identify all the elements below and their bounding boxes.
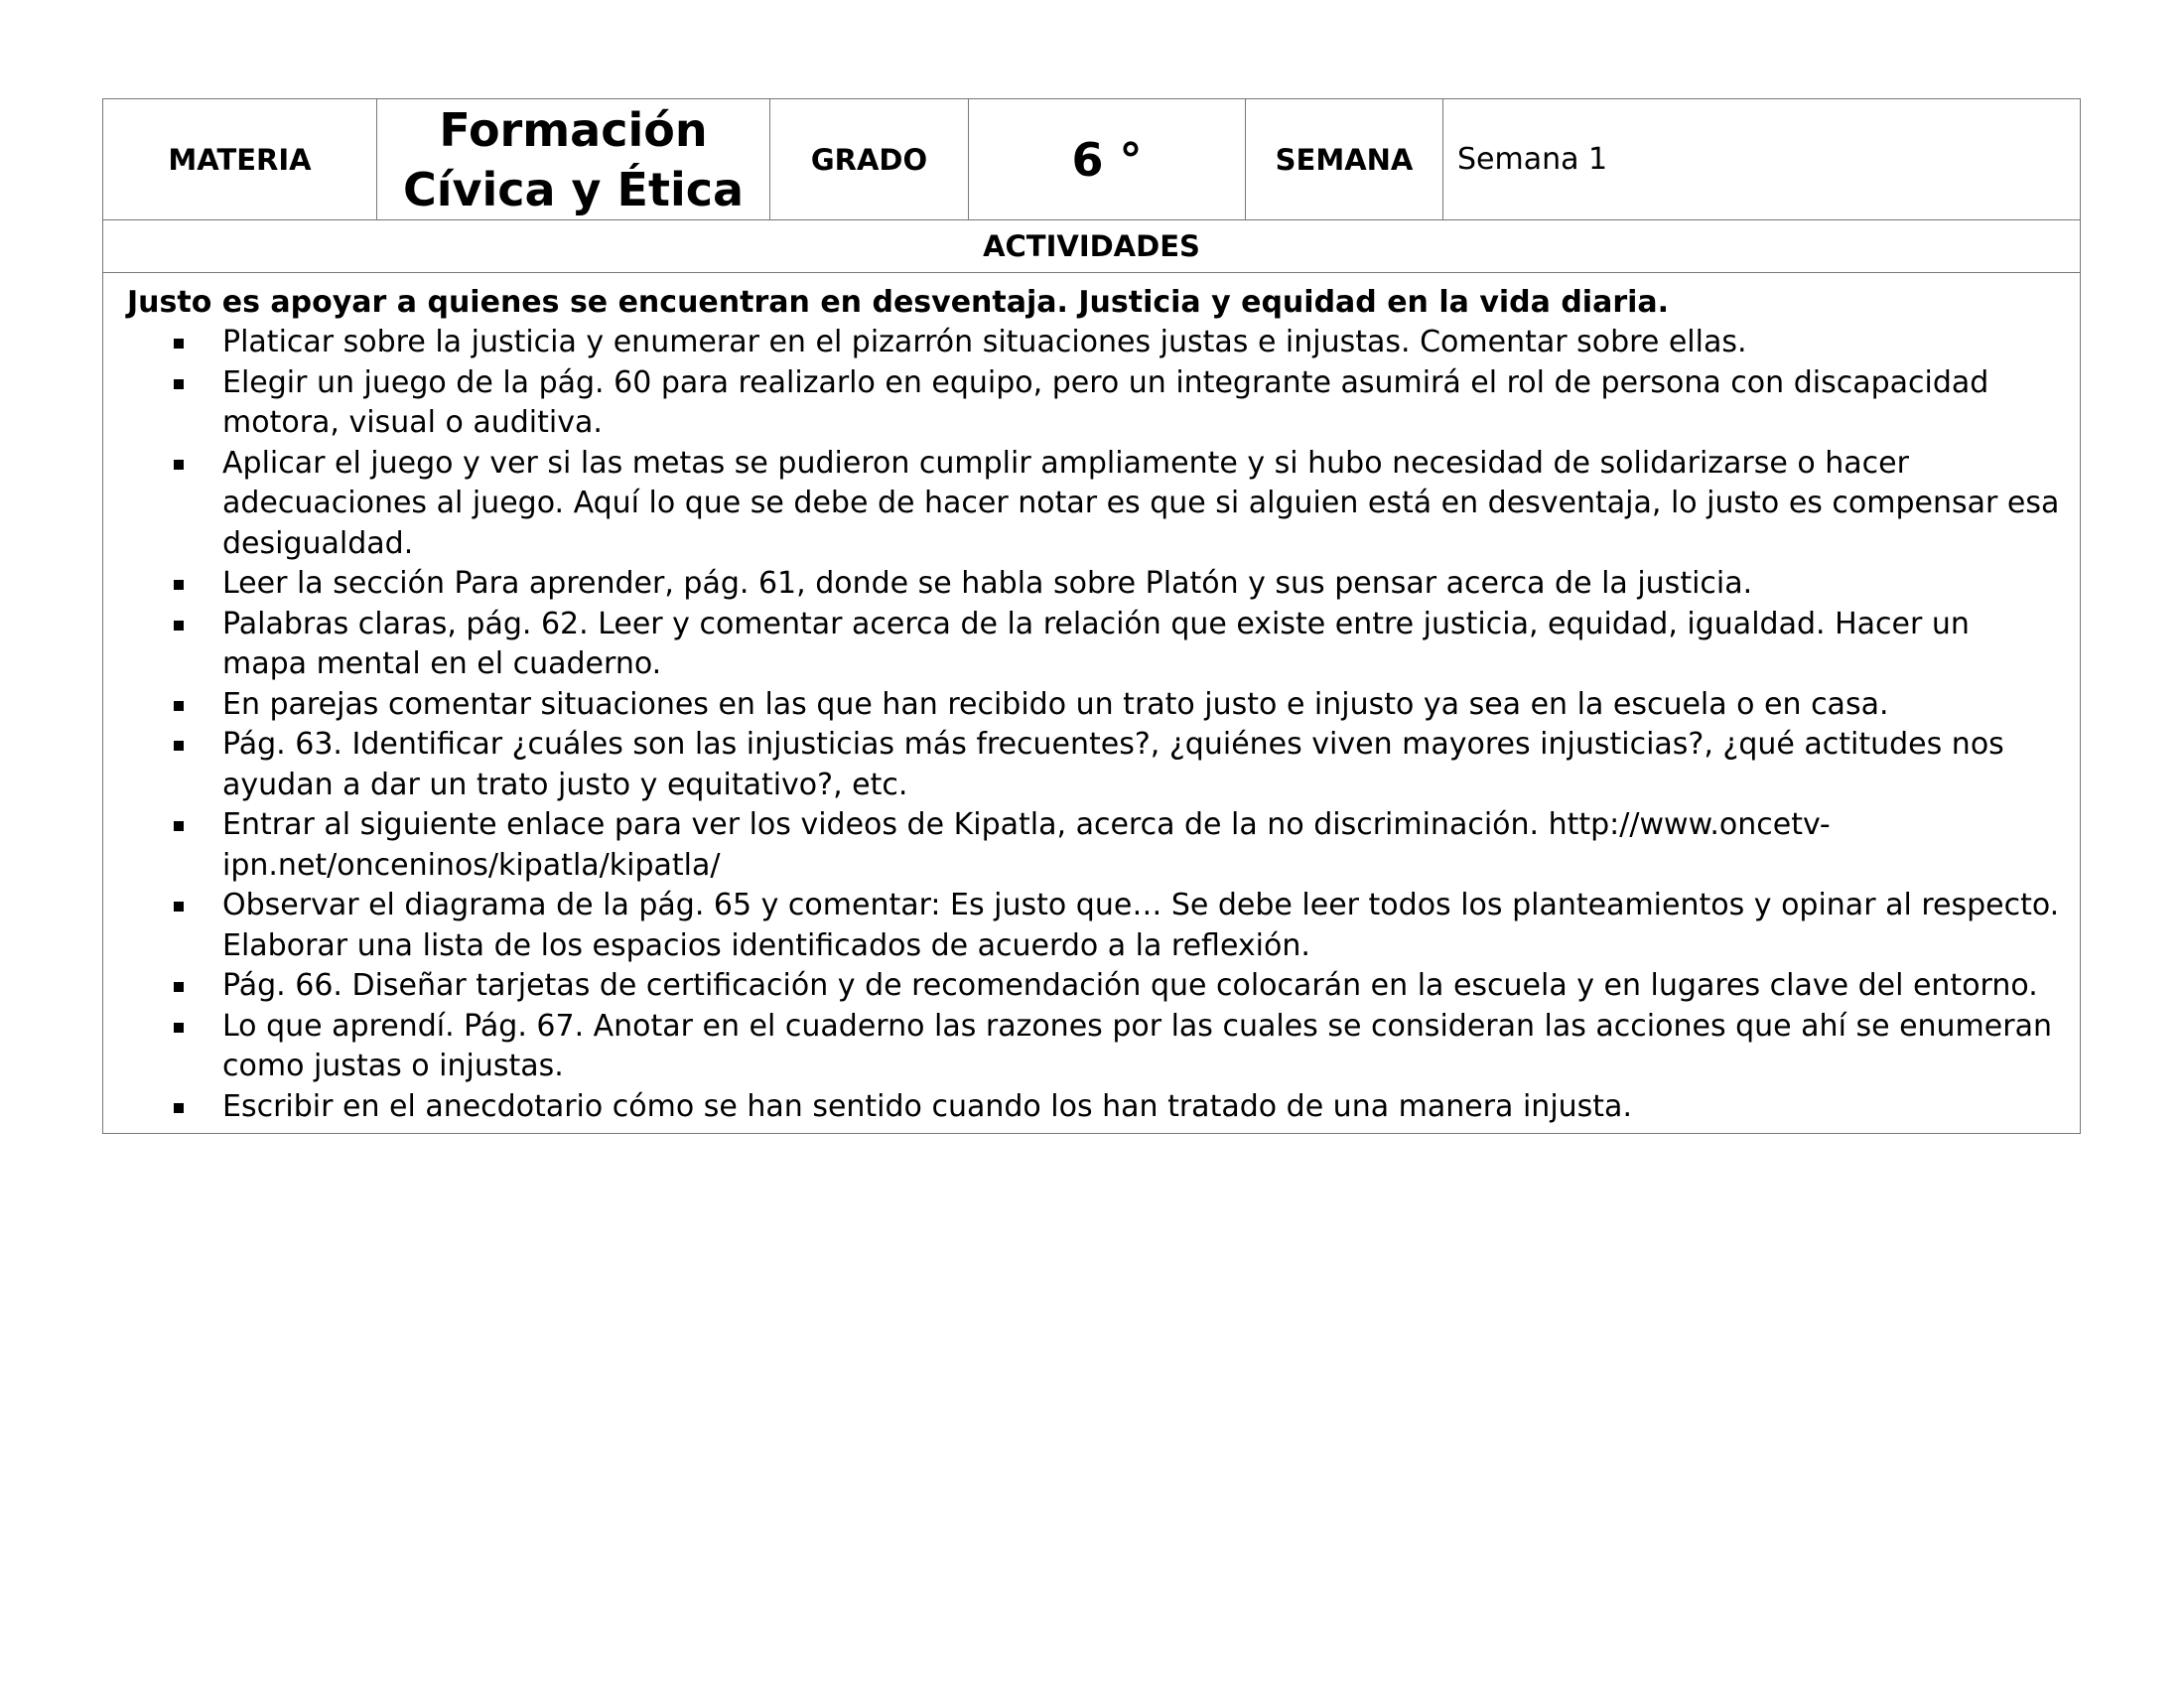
subject-line-2: Cívica y Ética	[402, 162, 745, 216]
list-item	[127, 323, 2060, 363]
activity-text: Aplicar el juego y ver si las metas se pudieron cumplir ampliamente y si hubo necesidad de solidarizarse o hacer adecuaciones al juego. Aquí lo que se debe de hacer notar es que si alguien está en desventaja, lo justo es compensar esa desigualdad.	[222, 445, 2060, 561]
list-item	[127, 1087, 2060, 1128]
list-item	[127, 966, 2060, 1007]
square-bullet-icon	[174, 580, 184, 590]
activity-text: Palabras claras, pág. 62. Leer y comentar acerca de la relación que existe entre justicia, equidad, igualdad. Hacer un mapa mental en el cuaderno.	[222, 606, 1970, 681]
square-bullet-icon	[174, 339, 184, 349]
activity-text: Leer la sección Para aprender, pág. 61, donde se habla sobre Platón y sus pensar acerca de la justicia.	[222, 566, 1753, 601]
square-bullet-icon	[174, 982, 184, 992]
subject-cell	[377, 99, 770, 220]
list-item	[127, 725, 2060, 805]
square-bullet-icon	[174, 1023, 184, 1033]
square-bullet-icon	[174, 821, 184, 831]
square-bullet-icon	[174, 741, 184, 751]
activity-text: Escribir en el anecdotario cómo se han sentido cuando los han tratado de una manera injusta.	[222, 1088, 1632, 1124]
list-item	[127, 886, 2060, 966]
activities-body-row	[103, 273, 2081, 1134]
activity-text: Pág. 66. Diseñar tarjetas de certificación y de recomendación que colocarán en la escuela y en lugares clave del entorno.	[222, 968, 2038, 1003]
header-row	[103, 99, 2081, 220]
list-item	[127, 564, 2060, 605]
activity-text: Observar el diagrama de la pág. 65 y comentar: Es justo que… Se debe leer todos los planteamientos y opinar al respecto. Elaborar una lista de los espacios identificados de acuerdo a la reflexión.	[222, 888, 2060, 963]
materia-label: MATERIA	[103, 99, 377, 220]
list-item	[127, 1007, 2060, 1087]
grade-value: 6 °	[969, 99, 1246, 220]
activity-text: Entrar al siguiente enlace para ver los videos de Kipatla, acerca de la no discriminación. http://www.oncetv-ipn.net/onceninos/kipatla/kipatla/	[222, 807, 1831, 883]
activity-text: Platicar sobre la justicia y enumerar en el pizarrón situaciones justas e injustas. Comentar sobre ellas.	[222, 325, 1747, 359]
activities-body	[103, 273, 2081, 1134]
list-item	[127, 685, 2060, 726]
activity-text: En parejas comentar situaciones en las que han recibido un trato justo e injusto ya sea en la escuela o en casa.	[222, 686, 1889, 722]
list-item	[127, 444, 2060, 565]
list-item	[127, 363, 2060, 444]
activity-text: Elegir un juego de la pág. 60 para realizarlo en equipo, pero un integrante asumirá el rol de persona con discapacidad motora, visual o auditiva.	[222, 364, 1989, 440]
activity-text: Lo que aprendí. Pág. 67. Anotar en el cuaderno las razones por las cuales se consideran las acciones que ahí se enumeran como justas o injustas.	[222, 1008, 2052, 1083]
week-value: Semana 1	[1443, 99, 2081, 220]
semana-label: SEMANA	[1246, 99, 1443, 220]
activity-list	[127, 323, 2060, 1127]
list-item	[127, 605, 2060, 685]
square-bullet-icon	[174, 460, 184, 470]
grado-label: GRADO	[770, 99, 969, 220]
activities-title-row	[103, 220, 2081, 273]
activity-text: Pág. 63. Identificar ¿cuáles son las injusticias más frecuentes?, ¿quiénes viven mayores injusticias?, ¿qué actitudes nos ayudan a dar un trato justo y equitativo?, etc.	[222, 727, 2004, 802]
square-bullet-icon	[174, 701, 184, 711]
square-bullet-icon	[174, 621, 184, 631]
list-item	[127, 805, 2060, 886]
topic-heading: Justo es apoyar a quienes se encuentran en desventaja. Justicia y equidad en la vida diaria.	[127, 285, 1670, 320]
lesson-plan-table	[102, 98, 2081, 1134]
square-bullet-icon	[174, 379, 184, 389]
subject-line-1: Formación	[439, 102, 708, 157]
square-bullet-icon	[174, 1103, 184, 1113]
square-bullet-icon	[174, 902, 184, 912]
activities-title: ACTIVIDADES	[103, 220, 2081, 273]
